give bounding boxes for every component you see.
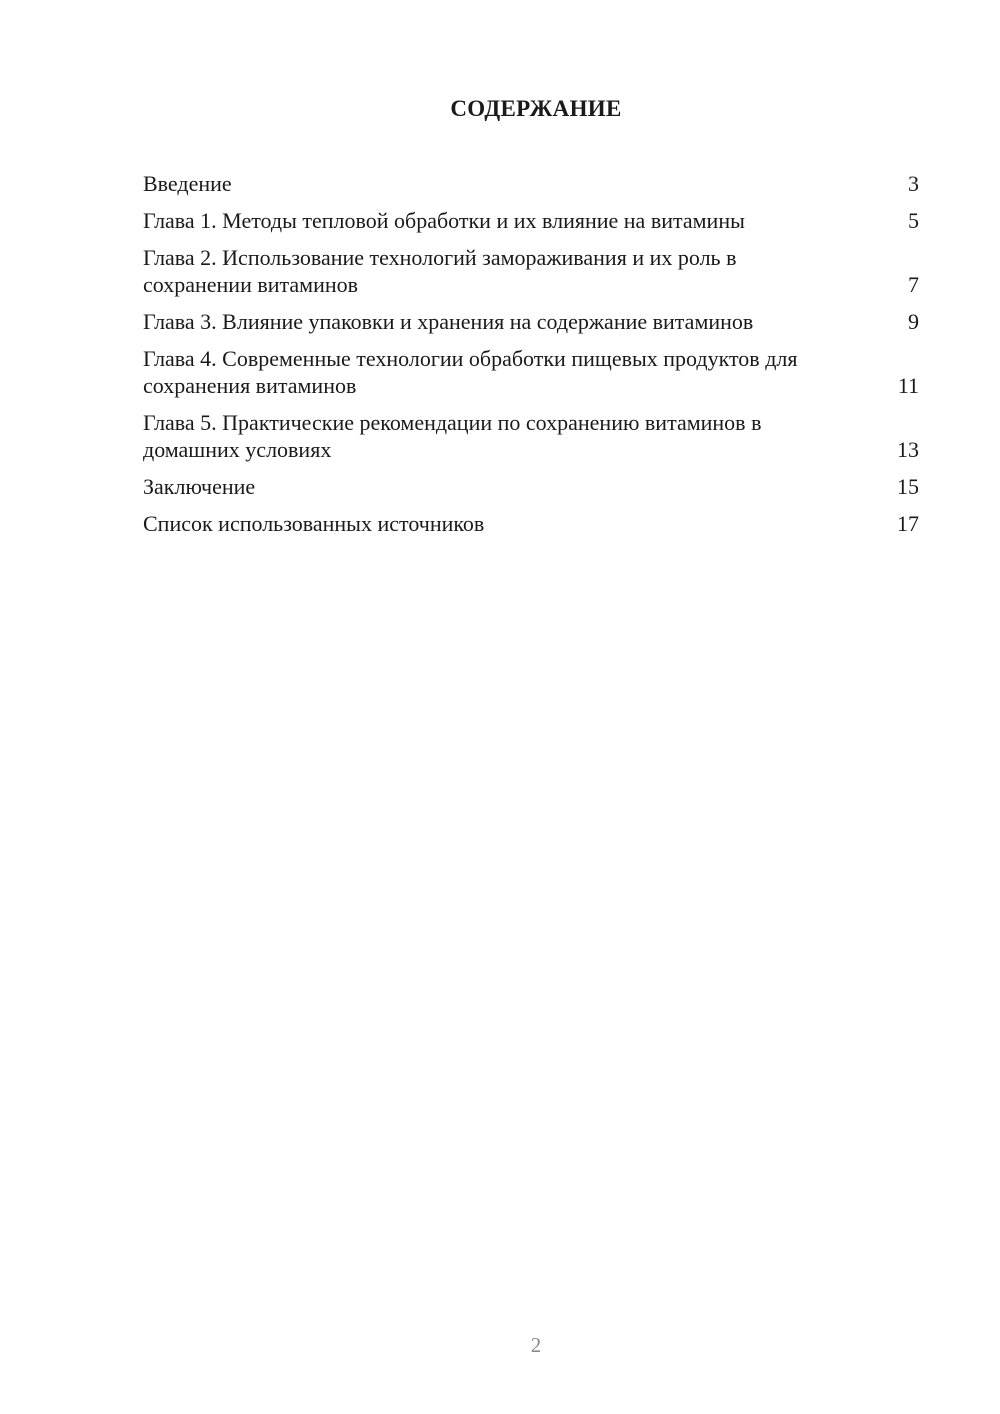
toc-entry-conclusion[interactable] <box>143 473 919 500</box>
toc-entry-title: Глава 5. Практические рекомендации по сохранению витаминов в домашних условиях <box>143 410 762 462</box>
toc-entry-title: Глава 3. Влияние упаковки и хранения на содержание витаминов <box>143 309 754 334</box>
toc-entry-page: 13 <box>897 437 919 462</box>
toc-entry-page: 7 <box>908 272 919 297</box>
toc-entry-page: 11 <box>897 373 919 398</box>
toc-entry-chapter-3[interactable] <box>143 308 919 335</box>
toc-entry-title: Введение <box>143 171 232 196</box>
toc-entry-chapter-5[interactable] <box>143 409 919 463</box>
toc-entry-introduction[interactable] <box>143 170 919 197</box>
toc-entry-title: Заключение <box>143 474 256 499</box>
toc-entry-page: 5 <box>908 208 919 233</box>
toc-entry-title: Список использованных источников <box>143 511 485 536</box>
toc-entry-title: Глава 2. Использование технологий замораживания и их роль в сохранении витаминов <box>143 245 737 297</box>
toc-list <box>143 170 919 547</box>
toc-entry-chapter-4[interactable] <box>143 345 919 399</box>
toc-entry-chapter-1[interactable] <box>143 207 919 234</box>
toc-entry-page: 9 <box>908 309 919 334</box>
toc-entry-chapter-2[interactable] <box>143 244 919 298</box>
toc-title: СОДЕРЖАНИЕ <box>450 96 622 121</box>
toc-entry-page: 15 <box>897 474 919 499</box>
toc-entry-references[interactable] <box>143 510 919 537</box>
toc-entry-page: 17 <box>897 511 919 536</box>
page-number: 2 <box>530 1333 542 1357</box>
toc-entry-page: 3 <box>908 171 919 196</box>
toc-entry-title: Глава 1. Методы тепловой обработки и их влияние на витамины <box>143 208 745 233</box>
toc-entry-title: Глава 4. Современные технологии обработки пищевых продуктов для сохранения витаминов <box>143 346 798 398</box>
